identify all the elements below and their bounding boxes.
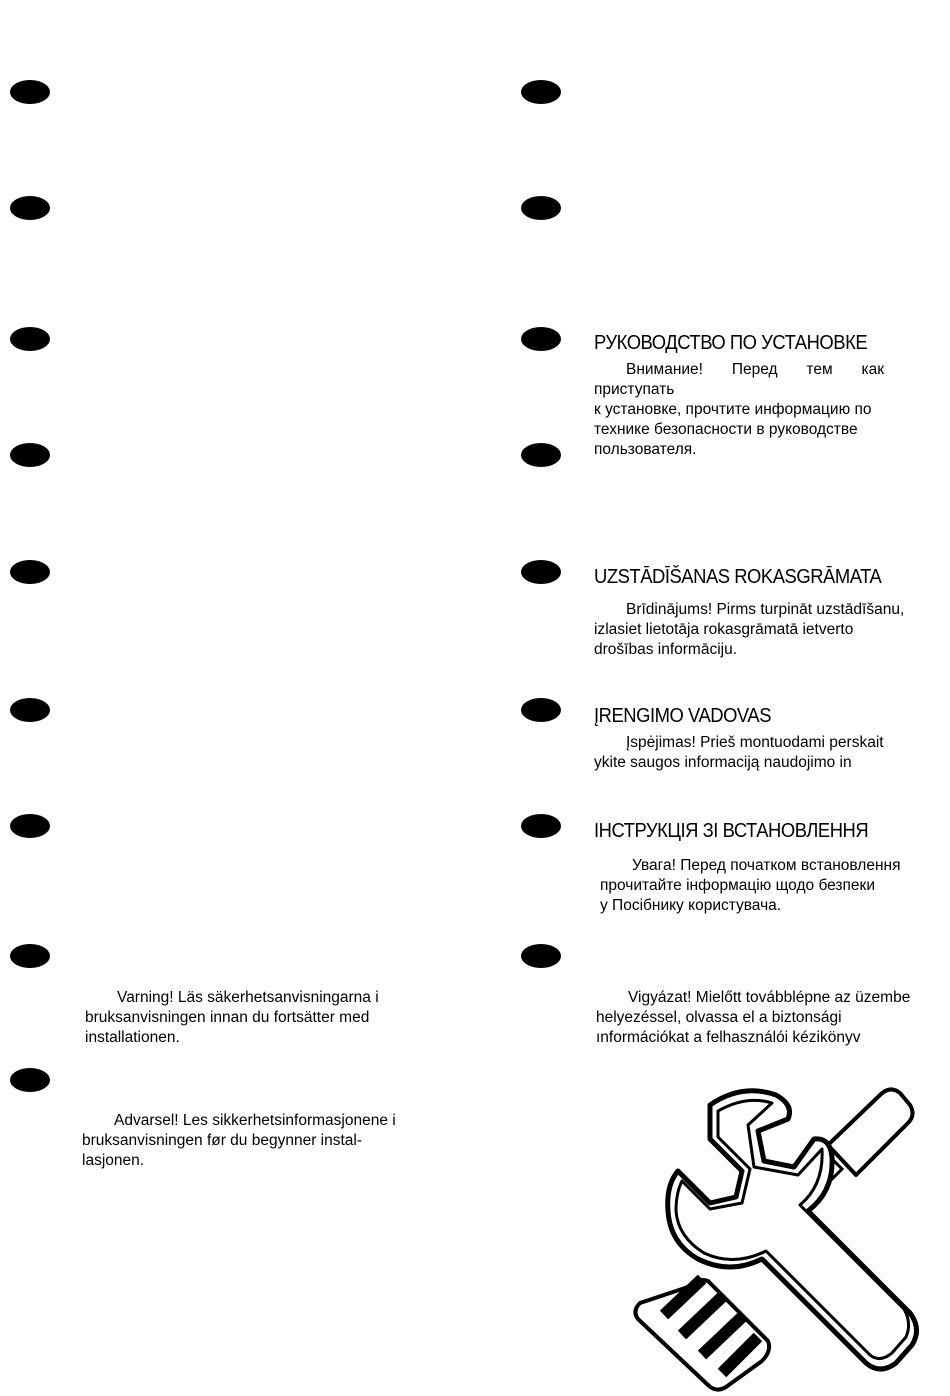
bullet-marker: [521, 814, 561, 838]
section-title-uk: ІНСТРУКЦІЯ ЗІ ВСТАНОВЛЕННЯ: [594, 820, 869, 842]
wrench-screwdriver-icon: [618, 1075, 938, 1393]
bullet-marker: [521, 327, 561, 351]
bullet-marker: [10, 814, 50, 838]
section-title-lt: ĮRENGIMO VADOVAS: [594, 705, 772, 727]
section-title-ru: РУКОВОДСТВО ПО УСТАНОВКЕ: [594, 332, 868, 354]
bullet-marker: [10, 327, 50, 351]
bullet-marker: [521, 196, 561, 220]
bullet-marker: [521, 443, 561, 467]
bullet-marker: [10, 80, 50, 104]
bullet-marker: [10, 443, 50, 467]
bullet-marker: [521, 80, 561, 104]
section-text-sv: Varning! Läs säkerhetsanvisningarna i bruksanvisningen innan du fortsätter med installationen.: [85, 989, 379, 1046]
bullet-marker: [10, 560, 50, 584]
section-text-no: Advarsel! Les sikkerhetsinformasjonene i bruksanvisningen før du begynner instal- lasjonen.: [82, 1112, 396, 1169]
bullet-marker: [10, 1068, 50, 1092]
bullet-marker: [521, 698, 561, 722]
bullet-marker: [521, 560, 561, 584]
section-text-ru: Внимание! Перед тем как приступать к установке, прочтите информацию по технике безопасности в руководстве пользователя.: [594, 361, 884, 458]
bullet-marker: [10, 196, 50, 220]
section-title-lv: UZSTĀDĪŠANAS ROKASGRĀMATA: [594, 566, 882, 588]
bullet-marker: [521, 944, 561, 968]
bullet-marker: [10, 944, 50, 968]
section-text-uk: Увага! Перед початком встановлення прочитайте інформацію щодо безпеки у Посібнику користувача.: [600, 857, 901, 914]
section-text-hu: Vigyázat! Mielőtt továbblépne az üzembe helyezéssel, olvassa el a biztonsági ınformációkat a felhasználói kézikönyv: [596, 989, 911, 1046]
section-text-lv: Brīdinājums! Pirms turpināt uzstādīšanu, izlasiet lietotāja rokasgrāmatā ietverto drošības informāciju.: [594, 601, 905, 658]
bullet-marker: [10, 698, 50, 722]
section-text-lt: Įspėjimas! Prieš montuodami perskait ykite saugos informaciją naudojimo in: [594, 734, 884, 771]
